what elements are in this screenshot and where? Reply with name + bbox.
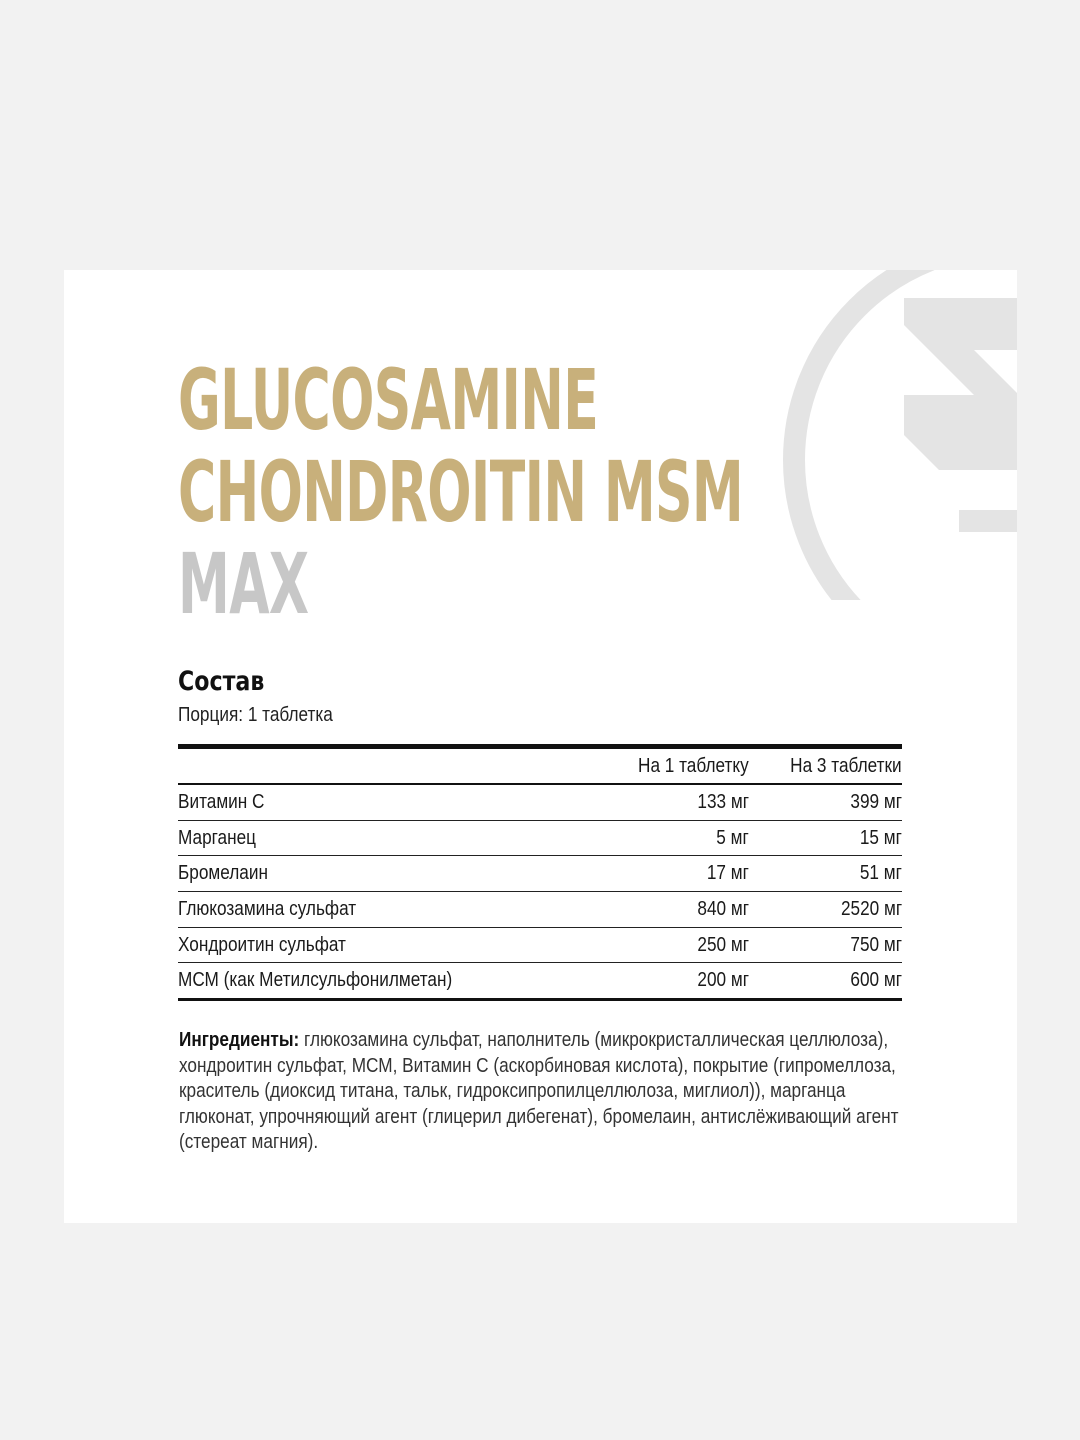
table-row (178, 821, 902, 857)
amount-per-one: 250 мг (697, 933, 749, 956)
product-title (178, 351, 1017, 633)
ingredient-name: Витамин C (178, 790, 265, 813)
amount-per-one: 5 мг (716, 826, 749, 849)
table-row (178, 892, 902, 928)
table-row (178, 963, 902, 998)
header-per-three: На 3 таблетки (790, 754, 902, 777)
amount-per-three: 2520 мг (840, 897, 902, 920)
amount-per-three: 750 мг (850, 933, 902, 956)
ingredients-label: Ингредиенты: (179, 1029, 300, 1051)
amount-per-one: 200 мг (697, 969, 749, 992)
amount-per-one: 133 мг (697, 790, 749, 813)
amount-per-one: 840 мг (697, 897, 749, 920)
serving-size: Порция: 1 таблетка (178, 704, 333, 726)
table-row (178, 928, 902, 964)
ingredient-name: Хондроитин сульфат (178, 933, 346, 956)
ingredients-text (179, 1028, 899, 1156)
header-name (178, 755, 618, 778)
nutrition-table (178, 744, 902, 1001)
product-card (64, 270, 1017, 1223)
amount-per-one: 17 мг (706, 862, 749, 885)
header-per-one: На 1 таблетку (638, 754, 749, 777)
ingredients-list: глюкозамина сульфат, наполнитель (микрокристаллическая целлюлоза), хондроитин сульфат, МСМ, Витамин C (аскорбиновая кислота), покрытие (гипромеллоза, краситель (диоксид титана, тальк, гидроксипропилцеллюлоза, миглиол)), марганца глюконат, упрочняющий агент (глицерил дибегенат), бромелаин, антислёживающий агент (стереат магния). (179, 1029, 899, 1153)
table-header-row (178, 749, 902, 785)
ingredient-name: Бромелаин (178, 862, 268, 885)
amount-per-three: 399 мг (850, 790, 902, 813)
title-line-2: CHONDROITIN MSM (178, 443, 744, 541)
ingredient-name: Марганец (178, 826, 257, 849)
title-line-1: GLUCOSAMINE (178, 351, 599, 449)
table-row (178, 785, 902, 821)
amount-per-three: 51 мг (859, 862, 902, 885)
amount-per-three: 600 мг (850, 969, 902, 992)
composition-heading: Состав (178, 666, 265, 697)
table-row (178, 856, 902, 892)
title-line-3: MAX (178, 535, 309, 633)
ingredient-name: МСМ (как Метилсульфонилметан) (178, 969, 453, 992)
ingredient-name: Глюкозамина сульфат (178, 897, 357, 920)
amount-per-three: 15 мг (859, 826, 902, 849)
